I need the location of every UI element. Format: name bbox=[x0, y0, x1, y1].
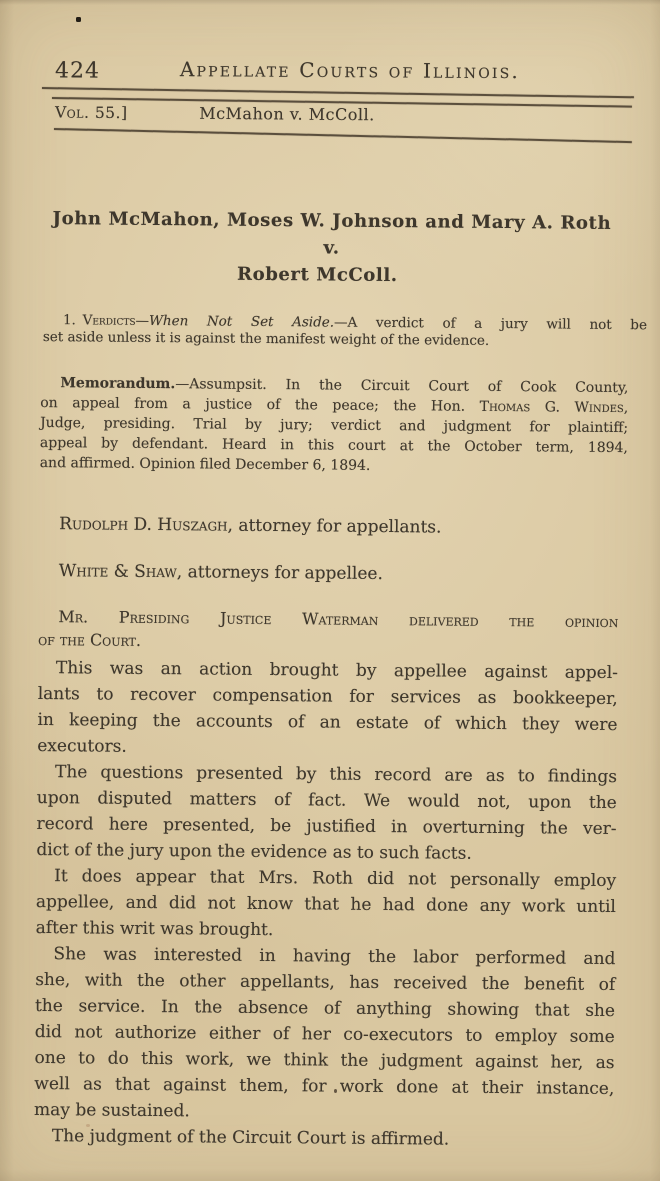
opinion-heading-line: of the Court. bbox=[38, 629, 142, 650]
case-title-line: John McMahon, Moses W. Johnson and Mary A. Roth v. bbox=[52, 208, 612, 259]
running-title: Appellate Courts of Illinois. bbox=[179, 57, 521, 84]
memorandum-line: on appeal from a justice of the peace; the Hon. Thomas G. Windes, bbox=[40, 394, 629, 417]
opinion-line: This was an action brought by appellee against appel- bbox=[55, 658, 619, 684]
opinion-line: one to do this work, we think the judgment against her, as bbox=[34, 1047, 615, 1074]
volume-label: Vol. 55.] bbox=[54, 103, 128, 123]
page-number: 424 bbox=[54, 58, 101, 84]
header-rule-top bbox=[42, 87, 634, 98]
case-title bbox=[41, 205, 622, 291]
memorandum bbox=[40, 373, 629, 478]
ink-speck bbox=[76, 17, 81, 22]
headnote-line: 1. Verdicts—When Not Set Aside.—A verdict of a jury will not be bbox=[62, 312, 648, 334]
opinion-line: in keeping the accounts of an estate of which they were bbox=[37, 709, 618, 736]
opinion-line: appellee, and did not know that he had done any work until bbox=[35, 891, 616, 918]
running-case-title: McMahon v. McColl. bbox=[199, 103, 375, 125]
opinion-paragraph bbox=[36, 759, 617, 868]
page-header bbox=[0, 56, 660, 84]
case-title-line: Robert McColl. bbox=[236, 263, 398, 287]
opinion-paragraph bbox=[36, 863, 617, 946]
opinion-heading bbox=[38, 605, 618, 656]
memorandum-line: Memorandum.—Assumpsit. In the Circuit Court of Cook County, bbox=[60, 375, 629, 397]
opinion-heading-line: Mr. Presiding Justice Waterman delivered the opinion bbox=[58, 607, 619, 632]
opinion-line: It does appear that Mrs. Roth did not personally employ bbox=[54, 866, 617, 892]
memorandum-line: Judge, presiding. Trial by jury; verdict and judgment for plaintiff; bbox=[40, 414, 629, 437]
opinion-line: after this writ was brought. bbox=[35, 917, 274, 941]
memorandum-line: and affirmed. Opinion filed December 6, 1894. bbox=[39, 454, 371, 474]
opinion-paragraph bbox=[34, 1123, 614, 1154]
opinion-body bbox=[34, 655, 618, 1154]
opinion-line: dict of the jury upon the evidence as to such facts. bbox=[36, 839, 472, 864]
opinion-line: record here presented, be justified in overturning the ver- bbox=[36, 813, 617, 840]
opinion-line: executors. bbox=[37, 735, 127, 757]
opinion-line: did not authorize either of her co-executors to employ some bbox=[34, 1021, 615, 1048]
opinion-paragraph bbox=[37, 655, 618, 764]
opinion-line: may be sustained. bbox=[34, 1099, 190, 1122]
opinion-line: she, with the other appellants, has received the benefit of bbox=[35, 969, 616, 996]
headnote-line: set aside unless it is against the manifest weight of the evidence. bbox=[42, 329, 490, 349]
opinion-paragraph bbox=[34, 941, 616, 1128]
page-content bbox=[34, 205, 648, 1154]
opinion-line: lants to recover compensation for services as bookkeeper, bbox=[37, 683, 618, 710]
opinion-line: well as that against them, for work done at their instance, bbox=[34, 1073, 615, 1100]
opinion-line: the service. In the absence of anything showing that she bbox=[34, 995, 616, 1022]
attorney-line-appellants: Rudolph D. Huszagh, attorney for appellants. bbox=[59, 514, 442, 538]
attorney-line-appellee: White & Shaw, attorneys for appellee. bbox=[58, 561, 384, 584]
opinion-line: The questions presented by this record are as to findings bbox=[54, 762, 618, 788]
header-rule-bottom bbox=[54, 128, 632, 143]
opinion-line: She was interested in having the labor performed and bbox=[53, 944, 616, 970]
opinion-line: upon disputed matters of fact. We would not, upon the bbox=[36, 787, 617, 814]
memorandum-line: appeal by defendant. Heard in this court at the October term, 1894, bbox=[39, 434, 628, 457]
headnote bbox=[43, 312, 647, 351]
opinion-line: The judgment of the Circuit Court is affirmed. bbox=[51, 1126, 450, 1150]
